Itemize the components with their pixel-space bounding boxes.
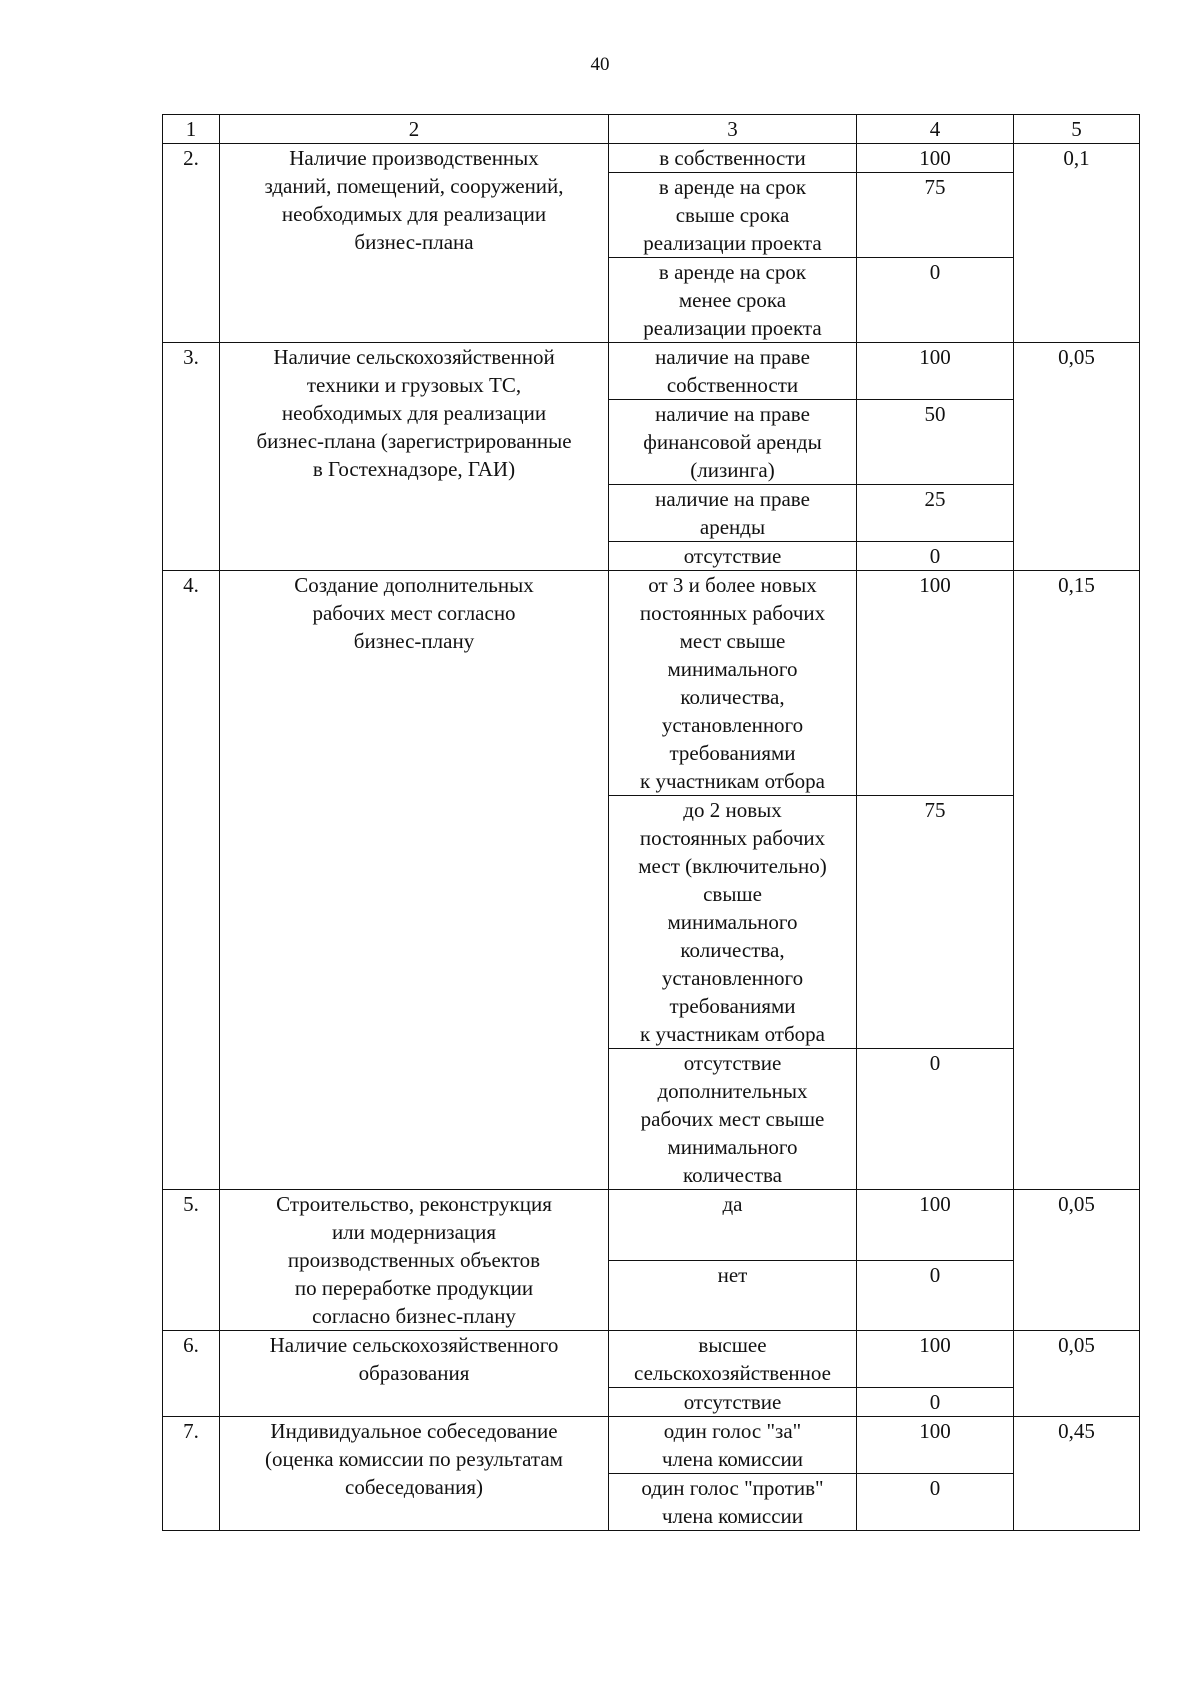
option-description [609, 1260, 857, 1331]
option-description [609, 542, 857, 571]
criterion-name-line: Наличие сельскохозяйственного [269, 1333, 559, 1357]
header-cell: 3 [609, 115, 857, 144]
option-description-line: количества, [680, 685, 785, 709]
criteria-table-body [163, 115, 1140, 1531]
option-description-line: в аренде на срок [658, 175, 807, 199]
option-description-line: аренды [699, 515, 766, 539]
header-cell: 4 [857, 115, 1014, 144]
option-description-line: собственности [666, 373, 799, 397]
criterion-number: 6. [163, 1331, 220, 1417]
criterion-name [220, 571, 609, 1190]
option-description [609, 1388, 857, 1417]
option-description-line: да [722, 1192, 743, 1216]
option-description-line: требованиями [669, 741, 796, 765]
criterion-name-line: собеседования) [345, 1475, 483, 1499]
option-score: 75 [857, 796, 1014, 1049]
criterion-name-line: Создание дополнительных [294, 573, 534, 597]
criterion-name-line: бизнес-плана (зарегистрированные [256, 429, 572, 453]
option-description-line: постоянных рабочих [639, 601, 826, 625]
option-score: 0 [857, 1388, 1014, 1417]
option-description [609, 485, 857, 542]
table-row [163, 1331, 1140, 1388]
criterion-name-line: необходимых для реализации [281, 202, 547, 226]
criterion-weight: 0,45 [1014, 1417, 1140, 1531]
option-description-line: один голос "против" [641, 1476, 824, 1500]
option-score: 0 [857, 258, 1014, 343]
criterion-name [220, 1331, 609, 1417]
option-description [609, 1331, 857, 1388]
option-score: 50 [857, 400, 1014, 485]
option-score: 0 [857, 1474, 1014, 1531]
option-score: 75 [857, 173, 1014, 258]
option-description-line: количества [683, 1163, 782, 1187]
criterion-name [220, 343, 609, 571]
option-description-line: от 3 и более новых [648, 573, 817, 597]
option-description-line: свыше срока [675, 203, 790, 227]
option-description-line: требованиями [669, 994, 796, 1018]
option-description [609, 1417, 857, 1474]
criteria-table [162, 114, 1140, 1531]
option-score: 0 [857, 1260, 1014, 1331]
criterion-weight: 0,05 [1014, 1190, 1140, 1331]
option-description-line: отсутствие [683, 1051, 782, 1075]
option-description-line: дополнительных [657, 1079, 808, 1103]
option-description-line: члена комиссии [661, 1447, 804, 1471]
criterion-name-line: зданий, помещений, сооружений, [264, 174, 564, 198]
option-description-line: установленного [661, 713, 804, 737]
criterion-name [220, 1417, 609, 1531]
option-description-line: реализации проекта [643, 316, 822, 340]
option-description-line: минимального [667, 657, 798, 681]
criterion-weight: 0,15 [1014, 571, 1140, 1190]
option-description-line: установленного [661, 966, 804, 990]
option-description-line: наличие на праве [655, 402, 810, 426]
option-description-line: наличие на праве [655, 345, 810, 369]
criterion-weight: 0,1 [1014, 144, 1140, 343]
option-description-line: реализации проекта [643, 231, 822, 255]
option-description [609, 144, 857, 173]
criterion-name-line: Индивидуальное собеседование [270, 1419, 558, 1443]
option-score: 100 [857, 1417, 1014, 1474]
criterion-number: 2. [163, 144, 220, 343]
criterion-name-line: или модернизация [331, 1220, 497, 1244]
option-score: 100 [857, 1190, 1014, 1261]
criterion-name [220, 1190, 609, 1331]
option-description [609, 571, 857, 796]
criterion-weight: 0,05 [1014, 1331, 1140, 1417]
criterion-name-line: согласно бизнес-плану [312, 1304, 516, 1328]
criterion-name-line: в Гостехнадзоре, ГАИ) [312, 457, 516, 481]
table-row [163, 1190, 1140, 1261]
option-description-line: количества, [680, 938, 785, 962]
option-description-line: минимального [667, 910, 798, 934]
option-description-line: минимального [667, 1135, 798, 1159]
criterion-name-line: Строительство, реконструкция [276, 1192, 552, 1216]
option-description-line: к участникам отбора [640, 769, 825, 793]
option-score: 0 [857, 1049, 1014, 1190]
option-score: 100 [857, 1331, 1014, 1388]
option-description [609, 258, 857, 343]
option-description [609, 1190, 857, 1261]
option-description-line: один голос "за" [663, 1419, 802, 1443]
header-cell: 5 [1014, 115, 1140, 144]
table-row [163, 1417, 1140, 1474]
criterion-name-line: образования [358, 1361, 470, 1385]
option-description-line: мест (включительно) [638, 854, 827, 878]
option-score: 100 [857, 343, 1014, 400]
option-description-line: свыше [703, 882, 762, 906]
option-description [609, 796, 857, 1049]
option-description [609, 173, 857, 258]
criterion-name-line: Наличие сельскохозяйственной [273, 345, 555, 369]
option-score: 0 [857, 542, 1014, 571]
criterion-name-line: необходимых для реализации [281, 401, 547, 425]
option-description [609, 1474, 857, 1531]
option-score: 25 [857, 485, 1014, 542]
option-description [609, 1049, 857, 1190]
criterion-name-line: (оценка комиссии по результатам [265, 1447, 563, 1471]
option-description [609, 400, 857, 485]
option-description-line: высшее [698, 1333, 767, 1357]
criterion-name-line: техники и грузовых ТС, [306, 373, 522, 397]
option-description-line: рабочих мест свыше [640, 1107, 825, 1131]
criterion-weight: 0,05 [1014, 343, 1140, 571]
option-description-line: нет [717, 1262, 748, 1287]
option-description-line: в аренде на срок [658, 260, 807, 284]
option-score: 100 [857, 144, 1014, 173]
option-description-line: постоянных рабочих [639, 826, 826, 850]
criterion-name-line: бизнес-плана [354, 230, 474, 254]
criterion-name-line: производственных объектов [287, 1248, 541, 1272]
option-score: 100 [857, 571, 1014, 796]
option-description-line: мест свыше [679, 629, 786, 653]
criterion-name-line: по переработке продукции [294, 1276, 534, 1300]
option-description-line: члена комиссии [661, 1504, 804, 1528]
option-description-line: отсутствие [683, 1390, 782, 1414]
option-description-line: сельскохозяйственное [634, 1361, 831, 1385]
criterion-number: 5. [163, 1190, 220, 1331]
criterion-name-line: рабочих мест согласно [312, 601, 516, 625]
table-row [163, 343, 1140, 400]
option-description-line: наличие на праве [655, 487, 810, 511]
header-cell: 2 [220, 115, 609, 144]
table-row [163, 144, 1140, 173]
criterion-name-line: бизнес-плану [353, 629, 475, 653]
option-description-line: финансовой аренды [643, 430, 822, 454]
criterion-name [220, 144, 609, 343]
criterion-name-line: Наличие производственных [289, 146, 539, 170]
option-description-line: в собственности [659, 146, 806, 170]
criterion-number: 3. [163, 343, 220, 571]
criterion-number: 7. [163, 1417, 220, 1531]
option-description-line: отсутствие [683, 544, 782, 568]
page-number: 40 [590, 54, 610, 75]
option-description-line: (лизинга) [690, 458, 775, 482]
option-description [609, 343, 857, 400]
table-row [163, 571, 1140, 796]
option-description-line: к участникам отбора [640, 1022, 825, 1046]
option-description-line: менее срока [678, 288, 787, 312]
header-cell: 1 [163, 115, 220, 144]
option-description-line: до 2 новых [683, 798, 782, 822]
header-row [163, 115, 1140, 144]
criterion-number: 4. [163, 571, 220, 1190]
